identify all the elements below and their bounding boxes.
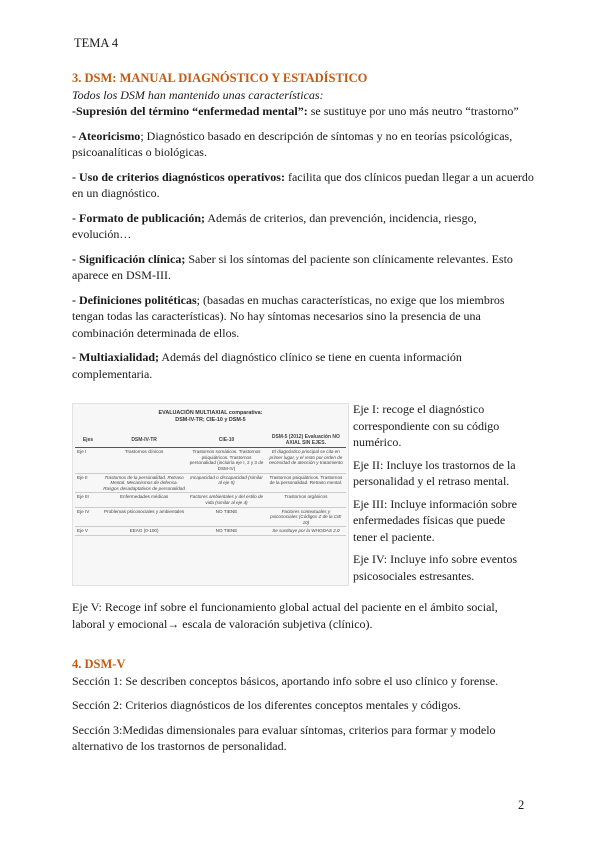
feature-item [72, 128, 534, 161]
section-item: Sección 3:Medidas dimensionales para evaluar síntomas, criterios para formar y modelo alternativo de los trastornos de personalidad. [72, 722, 496, 753]
table-cell: Eje IV [75, 507, 101, 527]
feature-text: ; Diagnóstico basado en descripción de síntomas y no en teorías psicológicas, psicoanalíticas o biológicas. [72, 128, 513, 159]
section-4 [72, 656, 534, 763]
axes-notes [353, 401, 531, 590]
section-3-intro: Todos los DSM han mantenido unas características: [72, 87, 324, 102]
table-cell: Factores ambientales y del estilo de vida (similar al eje 4) [187, 493, 266, 507]
column-header: DSM-5 (2012) Evaluación NO AXIAL SIN EJES. [266, 434, 346, 448]
feature-item [72, 292, 534, 342]
table-cell: NO TIENE [187, 527, 266, 536]
table-cell: Trastornos somáticos. Trastornos psiquiátricos. Trastornos personalidad (incluiría eje I, 2 y 3 de DSM-IV) [187, 448, 266, 473]
table-header-row [75, 434, 346, 448]
feature-text: Además de criterios, dan prevención, incidencia, riesgo, evolución… [72, 210, 477, 241]
column-header: CIE-10 [187, 434, 266, 448]
section-3 [72, 70, 534, 390]
axis-note: Eje III: Incluye información sobre enfermedades físicas que puede tener el paciente. [353, 496, 517, 544]
table-cell: Eje II [75, 473, 101, 493]
table-cell: Enfermedades médicas [101, 493, 187, 507]
feature-item [72, 103, 534, 120]
section-4-heading: 4. DSM-V [72, 657, 126, 671]
table-cell: EEAG (0-100) [101, 527, 187, 536]
section-item: Sección 1: Se describen conceptos básicos, aportando info sobre el uso clínico y forense. [72, 673, 499, 688]
feature-item [72, 210, 534, 243]
table-cell: NO TIENE [187, 507, 266, 527]
feature-text: ; (basadas en muchas características, no exige que los miembros tengan todas las características). No hay síntomas necesarios sino la presencia de una combinación determinada de ellos. [72, 292, 505, 340]
axis-note: Eje II: Incluye los trastornos de la personalidad y el retraso mental. [353, 457, 516, 488]
table-cell: Trastornos de la personalidad. Retraso Mental. Mecanismos de defensa. Rasgos desadaptativos de personalidad [101, 473, 187, 493]
section-item: Sección 2: Criterios diagnósticos de los diferentes conceptos mentales y códigos. [72, 698, 461, 712]
table-row [75, 448, 346, 473]
feature-term: - Multiaxialidad; [72, 350, 160, 364]
page-number: 2 [518, 798, 525, 812]
feature-text: facilita que dos clínicos puedan llegar a un acuerdo en un diagnóstico. [72, 169, 534, 200]
feature-text: se sustituye por uno más neutro “trastorno” [307, 104, 519, 118]
feature-term: - Significación clínica; [72, 251, 186, 266]
feature-term: - Uso de criterios diagnósticos operativos: [72, 169, 285, 184]
axis-note: Eje IV: Incluye info sobre eventos psicosociales estresantes. [353, 552, 518, 583]
axis-note: Eje I: recoge el diagnóstico correspondiente con su código numérico. [353, 402, 500, 449]
table-cell: Eje V [75, 527, 101, 536]
column-header: Ejes [75, 434, 101, 448]
table-row [75, 527, 346, 536]
table-cell: Problemas psicosociales y ambientales [101, 507, 187, 527]
figure-title-line: EVALUACIÓN MULTIAXIAL comparativa: [158, 410, 263, 416]
feature-item [72, 349, 534, 382]
table-cell: Trastornos orgánicos [266, 493, 346, 507]
section-3-heading: 3. DSM: MANUAL DIAGNÓSTICO Y ESTADÍSTICO [72, 71, 368, 85]
table-cell: Trastornos clínicos [101, 448, 187, 473]
feature-term: - Ateoricismo [72, 128, 141, 143]
figure-title [73, 410, 348, 424]
table-cell: Trastornos psiquiátricos. Trastornos de la personalidad. Retraso mental. [266, 473, 346, 493]
table-row [75, 473, 346, 493]
multiaxial-table [75, 434, 346, 536]
feature-item [72, 169, 534, 202]
table-cell: Eje III [75, 493, 101, 507]
feature-term: -Supresión del término “enfermedad mental”: [72, 104, 308, 118]
feature-item [72, 251, 534, 284]
table-row [75, 493, 346, 507]
axis-v-text: Eje V: Recoge inf sobre el funcionamiento global actual del paciente en el ámbito social, laboral y emocional→ escala de valoración subjetiva (clínico). [72, 600, 498, 631]
multiaxial-table-figure [72, 403, 349, 586]
axis-v-note [72, 599, 534, 640]
table-row [75, 507, 346, 527]
table-cell: Incapacidad o discapacidad (similar al eje II) [187, 473, 266, 493]
feature-text: Saber si los síntomas del paciente son clínicamente relevantes. Esto aparece en DSM-III. [72, 251, 513, 282]
table-cell: Factores contextuales y psicosociales (Códigos Z de la CIE 10) [266, 507, 346, 527]
feature-term: - Formato de publicación; [72, 210, 205, 225]
feature-term: - Definiciones politéticas [72, 292, 197, 307]
feature-text: Además del diagnóstico clínico se tiene en cuenta información complementaria. [72, 350, 462, 381]
table-cell: Eje I [75, 448, 101, 473]
column-header: DSM-IV-TR [101, 434, 187, 448]
table-cell: Se sustituye por la WHODAS 2.0 [266, 527, 346, 536]
table-cell: El diagnóstico principal se cita en primer lugar, y el resto por orden de necesidad de atención y tratamiento [266, 448, 346, 473]
figure-title-line: DSM-IV-TR; CIE-10 y DSM-5 [175, 417, 246, 423]
page-header: TEMA 4 [74, 36, 119, 50]
